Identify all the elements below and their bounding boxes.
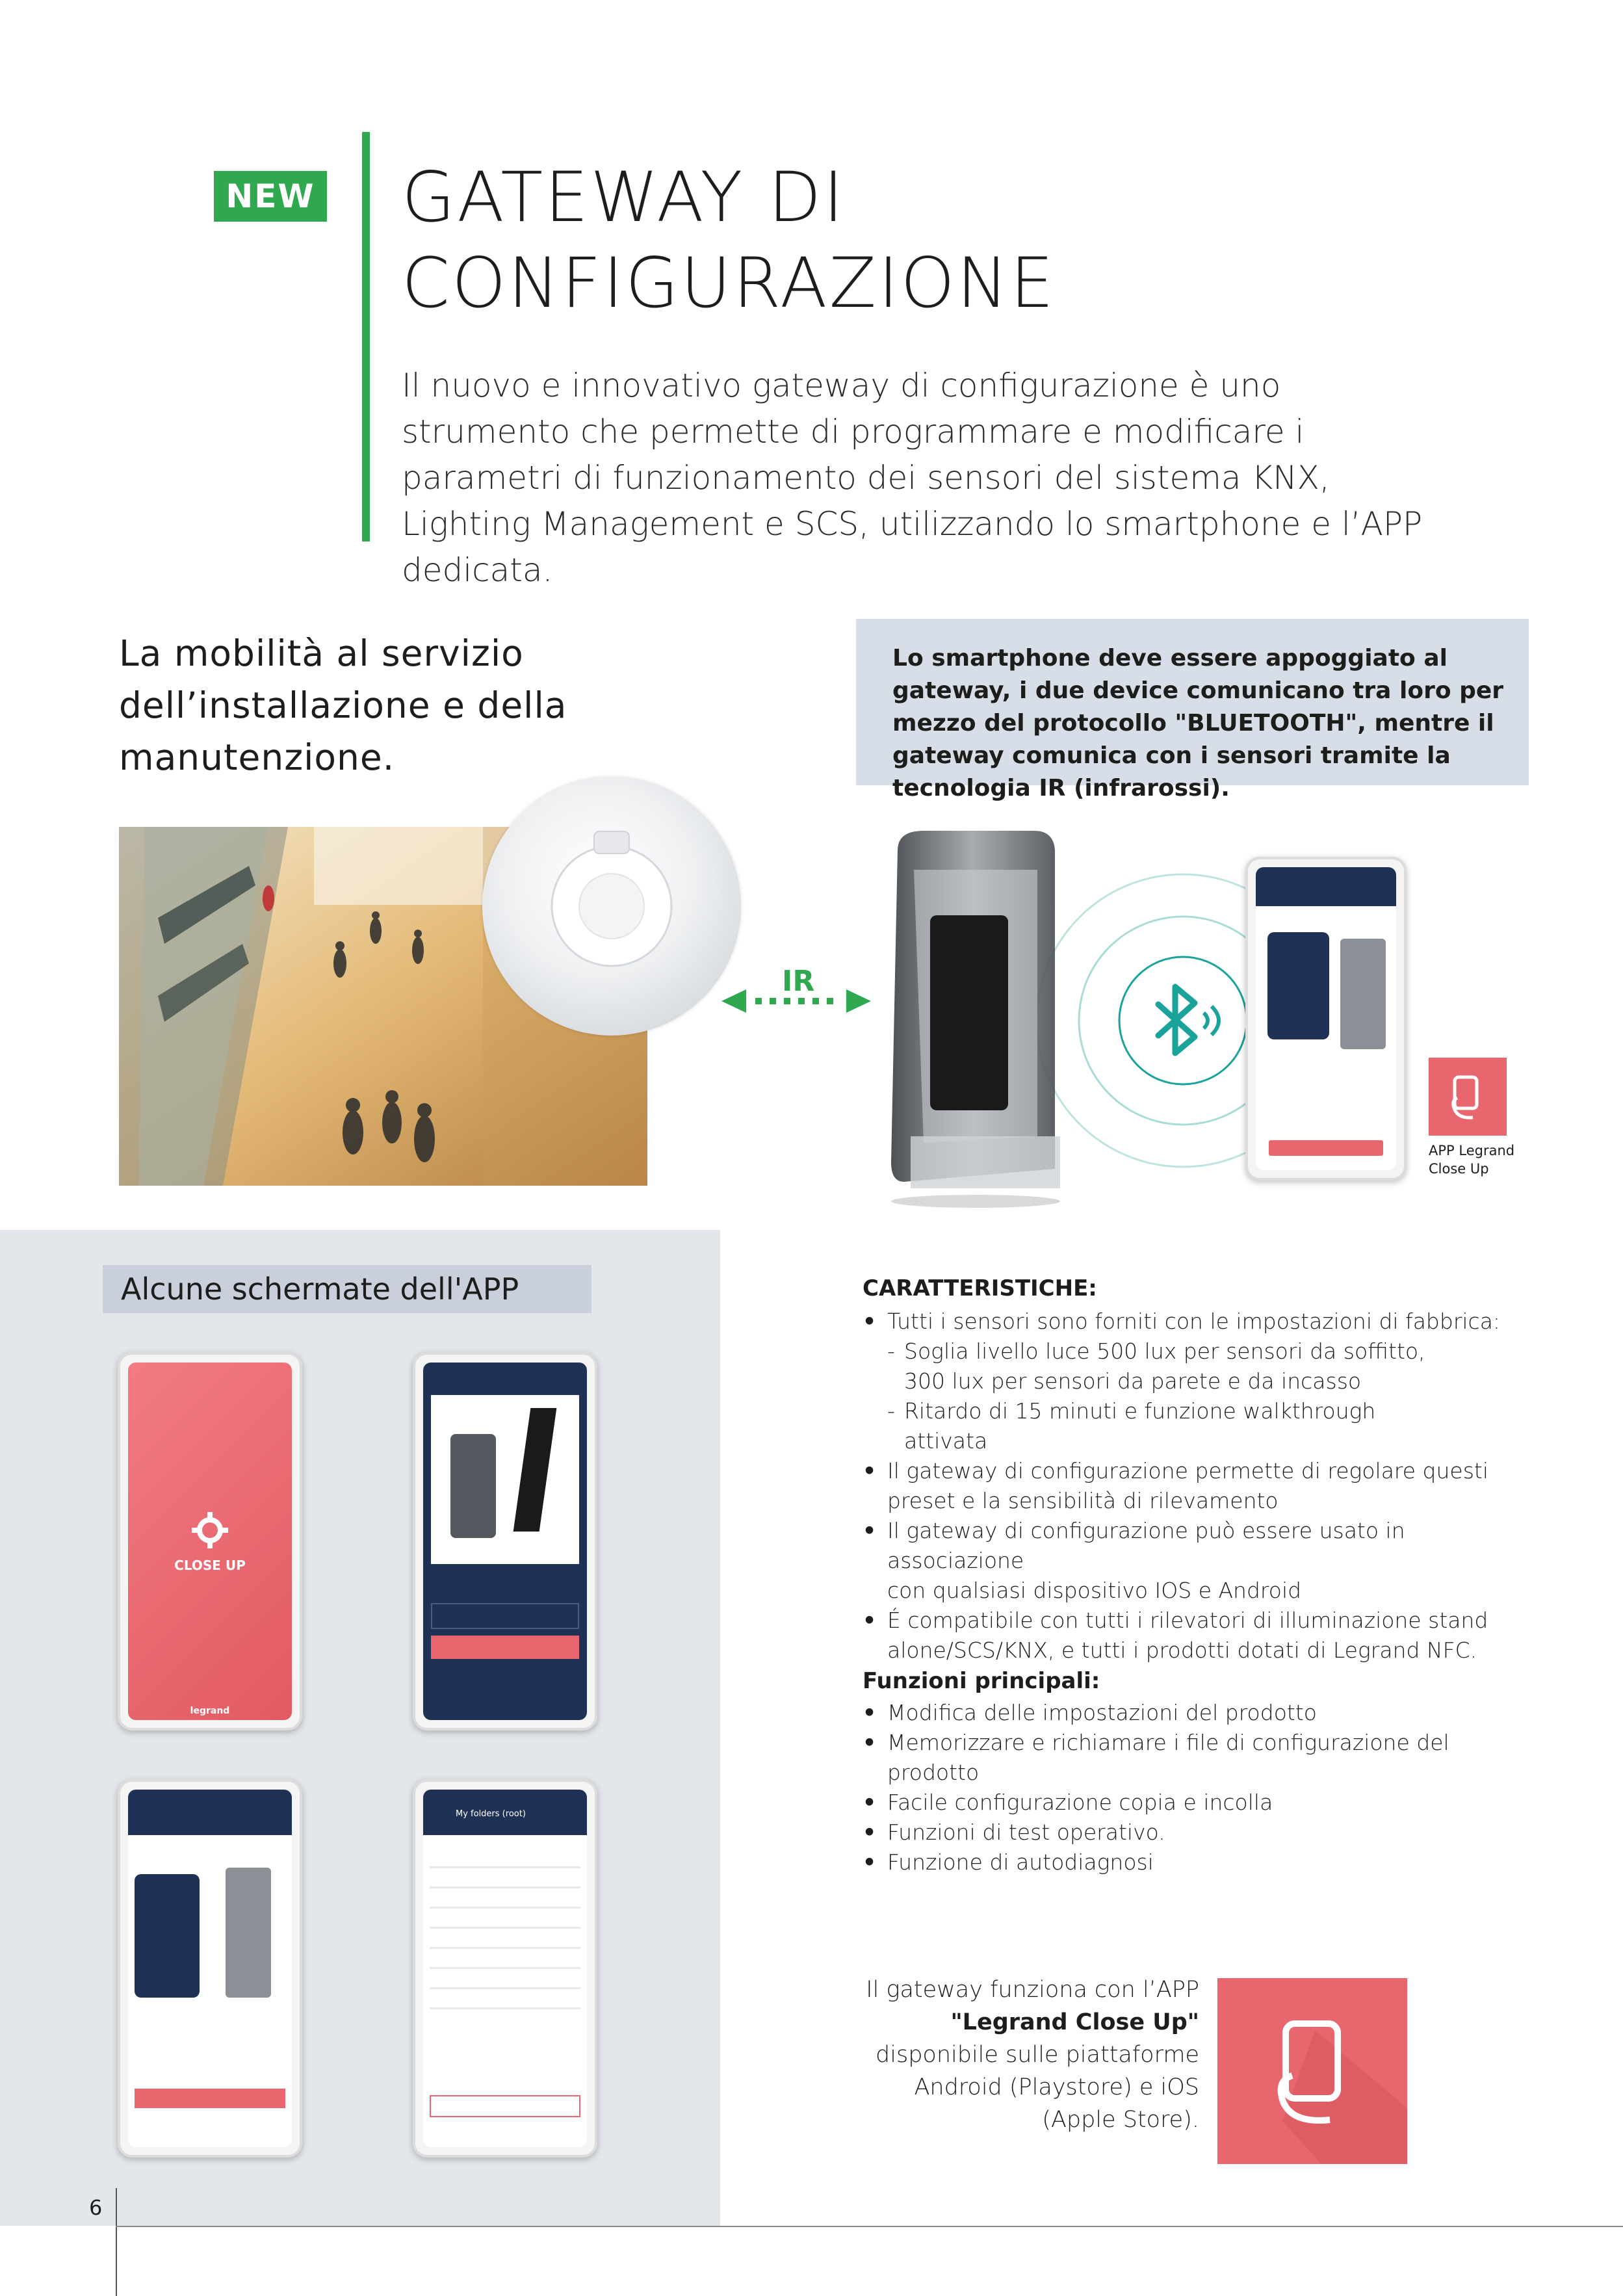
phone-screen [1256, 867, 1396, 1170]
device-image-panel [431, 1395, 579, 1564]
diagram-phone [1245, 857, 1407, 1181]
features-heading: CARATTERISTICHE: [863, 1275, 1097, 1301]
feature-subitem [863, 1576, 1545, 1606]
page-number: 6 [89, 2195, 103, 2220]
app-header [1256, 867, 1396, 906]
screenshot-device [118, 1779, 302, 2158]
app-note-line: Android (Playstore) e iOS [914, 2074, 1199, 2100]
ir-arrow [721, 987, 871, 1015]
app-button [431, 1603, 579, 1629]
function-item: • Modifica delle impostazioni del prodotto [863, 1698, 1545, 1728]
folders-screen [423, 1790, 587, 2147]
function-item: • Facile configurazione copia e incolla [863, 1788, 1545, 1818]
mini-phone [513, 1408, 557, 1532]
screens-title: Alcune schermate dell'APP [121, 1272, 519, 1307]
footer-divider [116, 2188, 117, 2296]
hand-phone-icon [1217, 1978, 1407, 2164]
function-item: • Funzione di autodiagnosi [863, 1847, 1545, 1877]
gateway-device [885, 831, 1067, 1208]
feature-item: • Tutti i sensori sono forniti con le impostazioni di fabbrica: [863, 1307, 1545, 1337]
app-note-line [806, 2006, 1199, 2039]
new-badge: NEW [214, 171, 327, 222]
device-screen [128, 1790, 292, 2147]
feature-item: • Il gateway di configurazione può essere usato in associazione [863, 1516, 1545, 1576]
features-list [863, 1307, 1545, 1665]
feature-item: • É compatibile con tutti i rilevatori di illuminazione stand [863, 1606, 1545, 1636]
feature-text: alone/SCS/KNX, e tutti i prodotti dotati di Legrand NFC. [887, 1637, 1477, 1663]
feature-text: Ritardo di 15 minuti e funzione walkthrough [904, 1398, 1376, 1424]
screenshot-splash [118, 1352, 302, 1730]
feature-subitem [863, 1486, 1545, 1516]
app-logo-large [1217, 1978, 1407, 2164]
folders-title: My folders (root) [456, 1809, 526, 1819]
feature-text: preset e la sensibilità di rilevamento [887, 1488, 1279, 1513]
app-header [128, 1790, 292, 1835]
feature-text: Il gateway di configurazione può essere usato in associazione [887, 1518, 1405, 1573]
function-text: Facile configurazione copia e incolla [887, 1790, 1273, 1815]
mobility-line: La mobilità al servizio [119, 633, 524, 674]
accent-bar [362, 132, 370, 541]
title-line: GATEWAY DI [402, 157, 846, 237]
mini-gateway [226, 1868, 271, 1998]
mobility-line: dell’installazione e della [119, 685, 567, 726]
mini-phone [135, 1874, 200, 1998]
feature-subitem: - Ritardo di 15 minuti e funzione walkthrough [863, 1396, 1545, 1426]
app-button [135, 2089, 285, 2108]
function-text: Memorizzare e richiamare i file di configurazione del prodotto [887, 1730, 1449, 1785]
functions-heading: Funzioni principali: [863, 1668, 1100, 1694]
feature-text: attivata [904, 1428, 988, 1454]
feature-subitem [863, 1636, 1545, 1665]
feature-subitem: - Soglia livello luce 500 lux per sensori da soffitto, [863, 1337, 1545, 1366]
ir-label: IR [782, 965, 815, 998]
mobility-heading [119, 627, 567, 783]
app-note-line: Il gateway funziona con l’APP [866, 1977, 1199, 2003]
mini-gateway [450, 1434, 496, 1538]
page-title [402, 155, 1056, 326]
app-caption-line: APP Legrand [1429, 1143, 1515, 1158]
screenshot-connect [413, 1352, 597, 1730]
mobility-line: manutenzione. [119, 737, 395, 778]
function-item: • Funzioni di test operativo. [863, 1818, 1545, 1847]
app-note [806, 1974, 1199, 2136]
title-line: CONFIGURAZIONE [402, 243, 1056, 323]
function-text: Modifica delle impostazioni del prodotto [887, 1700, 1317, 1725]
gear-icon [192, 1512, 228, 1548]
screenshot-folders [413, 1779, 597, 2158]
feature-text: con qualsiasi dispositivo IOS e Android [887, 1578, 1302, 1603]
functions-list [863, 1698, 1545, 1877]
splash-brand: CLOSE UP [174, 1558, 246, 1573]
app-button [431, 1636, 579, 1659]
feature-item: • Il gateway di configurazione permette di regolare questi [863, 1456, 1545, 1486]
app-button [430, 2095, 580, 2117]
splash-screen [128, 1363, 292, 1720]
intro-paragraph: Il nuovo e innovativo gateway di configurazione è uno strumento che permette di programmare e modificare i parametri di funzionamento dei sensori del sistema KNX, Lighting Management e SCS, utilizzando lo smartphone e l’APP dedicata. [402, 367, 1423, 589]
mini-gateway [1340, 939, 1386, 1049]
feature-text: Il gateway di configurazione permette di regolare questi [887, 1458, 1489, 1483]
feature-subitem [863, 1426, 1545, 1456]
app-button [1269, 1140, 1383, 1156]
app-note-line: disponibile sulle piattaforme [876, 2042, 1199, 2068]
app-note-line: (Apple Store). [1042, 2107, 1199, 2133]
feature-text: Tutti i sensori sono forniti con le impostazioni di fabbrica: [887, 1309, 1501, 1334]
screens-title-bar [103, 1265, 591, 1313]
app-header [423, 1790, 587, 1835]
mini-phone [1267, 932, 1329, 1039]
ceiling-sensor [482, 777, 741, 1036]
app-caption-line: Close Up [1429, 1161, 1489, 1177]
footer-rule [116, 2226, 1623, 2227]
info-box-text: Lo smartphone deve essere appoggiato al gateway, i due device comunicano tra loro per mezzo del protocollo "BLUETOOTH", mentre il gateway comunica con i sensori tramite la tecnologia IR (infrarossi). [892, 645, 1504, 802]
splash-footer: legrand [190, 1706, 230, 1716]
sensor-illustration [482, 777, 741, 1036]
function-text: Funzione di autodiagnosi [887, 1849, 1154, 1875]
app-name: "Legrand Close Up" [950, 2009, 1199, 2035]
app-icon-tile [1429, 1058, 1507, 1136]
feature-text: É compatibile con tutti i rilevatori di illuminazione stand [887, 1608, 1488, 1633]
connect-screen [423, 1363, 587, 1720]
file-list [430, 1848, 580, 2017]
function-item: • Memorizzare e richiamare i file di configurazione del prodotto [863, 1728, 1545, 1788]
info-box [856, 619, 1529, 802]
feature-text: 300 lux per sensori da parete e da incasso [904, 1368, 1362, 1394]
function-text: Funzioni di test operativo. [887, 1820, 1165, 1845]
feature-text: Soglia livello luce 500 lux per sensori da soffitto, [904, 1338, 1425, 1364]
hand-phone-icon [1429, 1058, 1507, 1136]
feature-subitem [863, 1366, 1545, 1396]
app-caption [1429, 1141, 1514, 1178]
screens-section [0, 1230, 720, 2226]
